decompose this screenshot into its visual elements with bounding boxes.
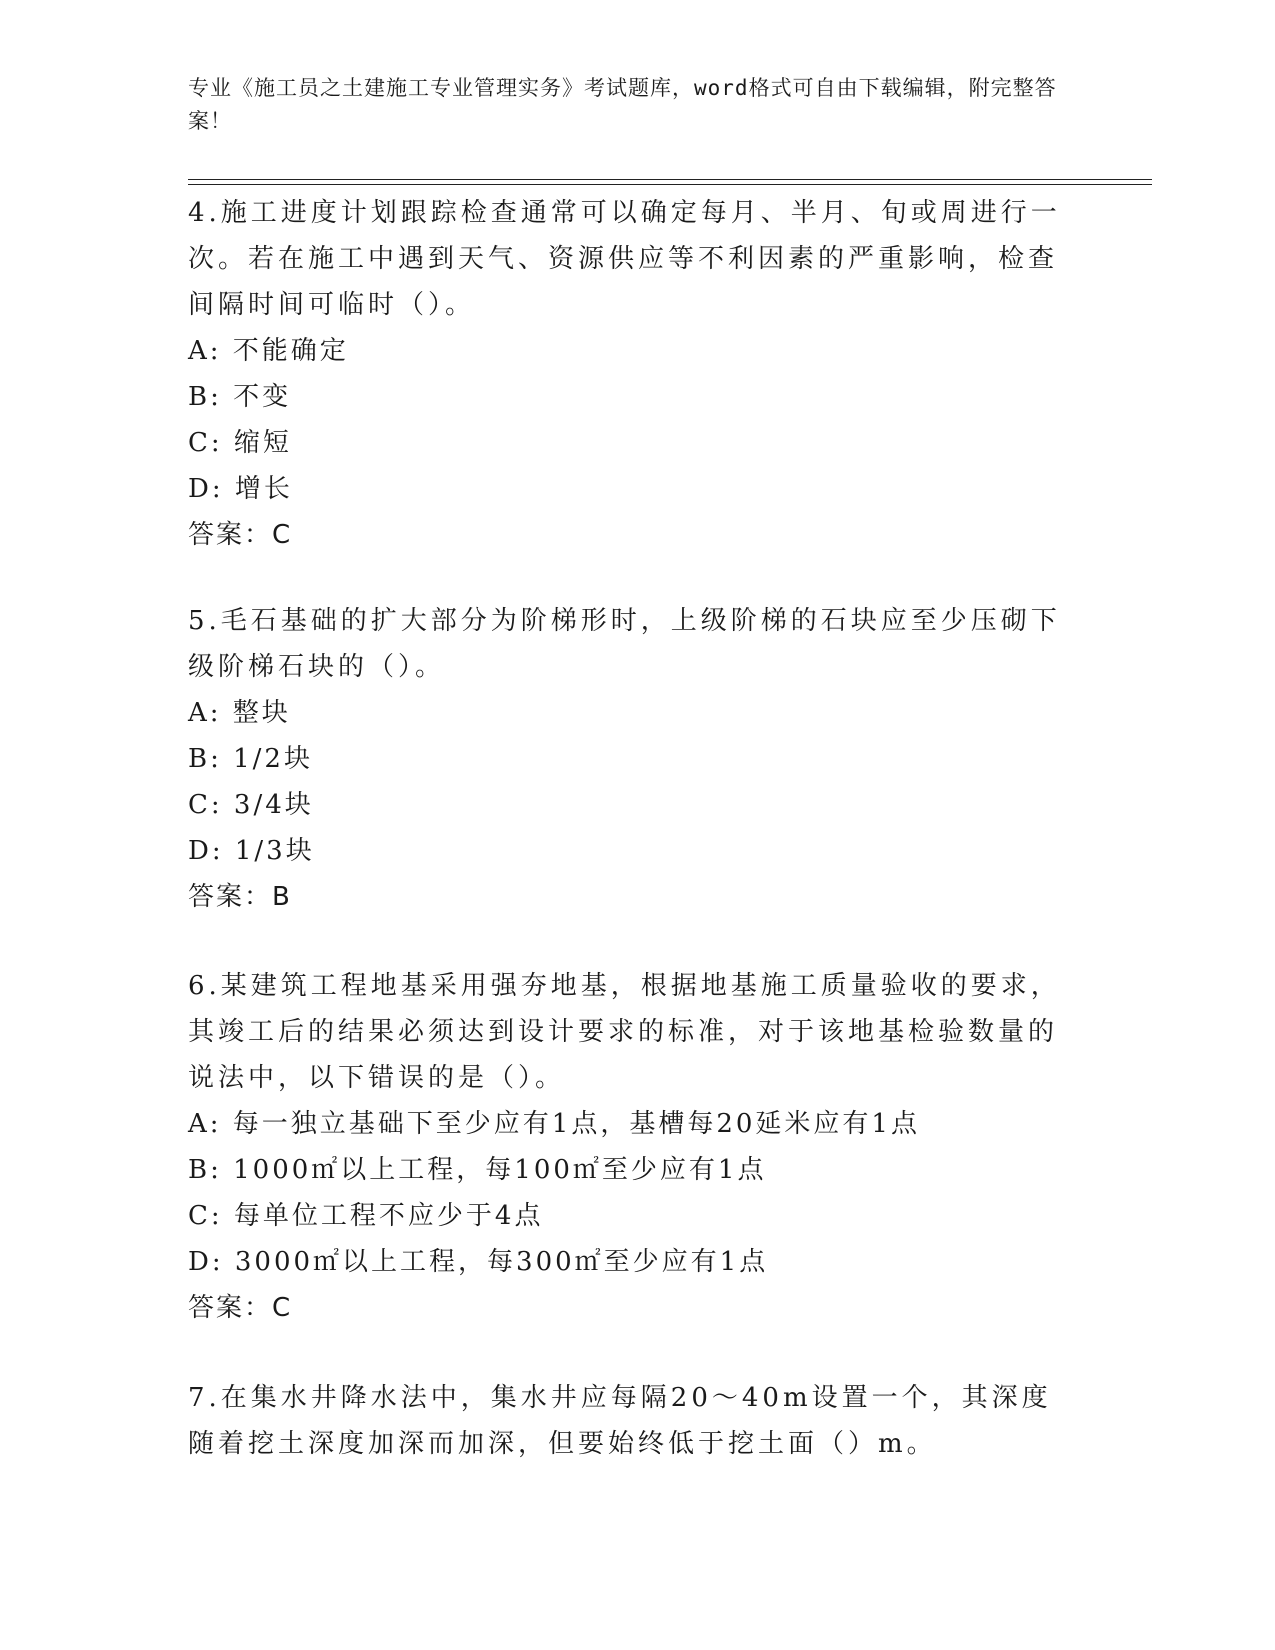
- option-a: A: 整块: [188, 698, 291, 728]
- option-b: B: 1000㎡以上工程，每100㎡至少应有1点: [188, 1155, 767, 1185]
- question-stem: 6.某建筑工程地基采用强夯地基，根据地基施工质量验收的要求，其竣工后的结果必须达到设计要求的标准，对于该地基检验数量的说法中，以下错误的是（）。: [188, 971, 1061, 1093]
- question-4: [188, 190, 1068, 558]
- option-b: B: 1/2块: [188, 744, 313, 774]
- document-header: [188, 72, 1068, 138]
- question-6: [188, 963, 1068, 1331]
- option-d: D: 1/3块: [188, 836, 315, 866]
- question-5: [188, 598, 1068, 920]
- question-stem: 5.毛石基础的扩大部分为阶梯形时，上级阶梯的石块应至少压砌下级阶梯石块的（）。: [188, 606, 1061, 682]
- question-7: [188, 1375, 1068, 1467]
- option-c: C: 缩短: [188, 428, 292, 458]
- option-c: C: 每单位工程不应少于4点: [188, 1201, 544, 1231]
- option-a: A: 每一独立基础下至少应有1点，基槽每20延米应有1点: [188, 1109, 920, 1139]
- header-divider-bottom: [188, 184, 1152, 185]
- option-c: C: 3/4块: [188, 790, 314, 820]
- header-divider-top: [188, 179, 1152, 180]
- answer-line: 答案：B: [188, 882, 292, 912]
- answer-line: 答案：C: [188, 1293, 293, 1323]
- option-b: B: 不变: [188, 382, 292, 412]
- question-stem: 7.在集水井降水法中，集水井应每隔20～40m设置一个，其深度随着挖土深度加深而加深，但要始终低于挖土面（）m。: [188, 1383, 1052, 1459]
- question-stem: 4.施工进度计划跟踪检查通常可以确定每月、半月、旬或周进行一次。若在施工中遇到天气、资源供应等不利因素的严重影响，检查间隔时间可临时（）。: [188, 198, 1061, 320]
- header-intro-text: 专业《施工员之土建施工专业管理实务》考试题库，word格式可自由下载编辑，附完整答案！: [188, 76, 1057, 133]
- option-d: D: 增长: [188, 474, 293, 504]
- option-a: A: 不能确定: [188, 336, 349, 366]
- answer-line: 答案：C: [188, 520, 293, 550]
- option-d: D: 3000㎡以上工程，每300㎡至少应有1点: [188, 1247, 769, 1277]
